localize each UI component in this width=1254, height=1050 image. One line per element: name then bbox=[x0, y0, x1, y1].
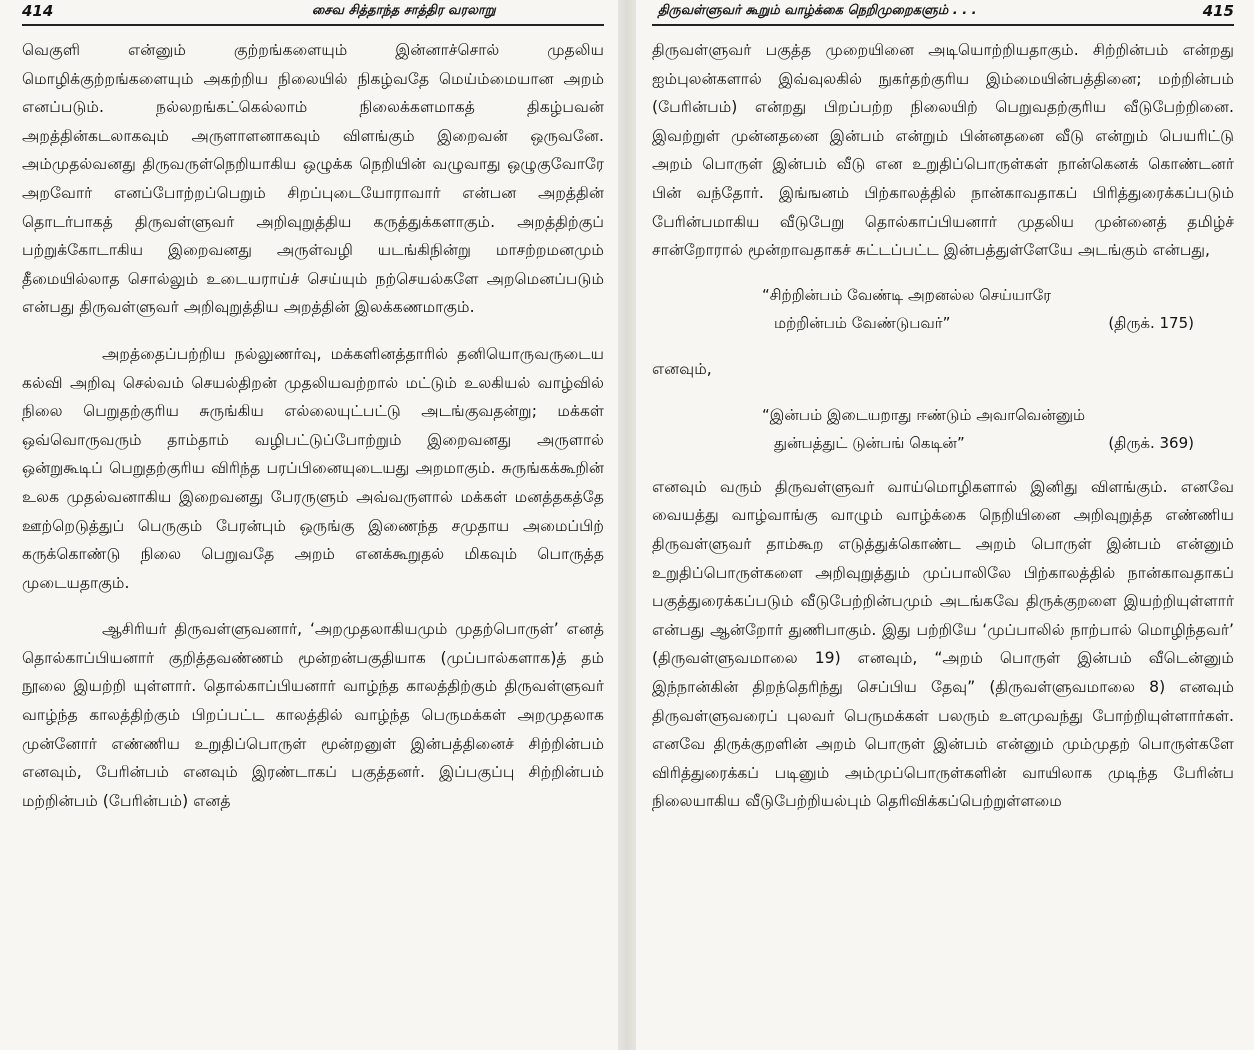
paragraph: எனவும் வரும் திருவள்ளுவர் வாய்மொழிகளால் இனிது விளங்கும். எனவே வையத்து வாழ்வாங்கு வாழும் வாழ்க்கை நெறியினை அறிவுறுத்த எண்ணிய திருவள்ளுவர் தாம்கூற எடுத்துக்கொண்ட அறம் பொருள் இன்பம் என்னும் உறுதிப்பொருள்களை அறிவுறுத்தும் முப்பாலிலே பிற்காலத்தில் நான்காவதாகப் பகுத்துரைக்கப்படும் வீடுபேற்றின்பமும் அடங்கவே திருக்குறளை இயற்றியுள்ளார் என்பது ஆன்றோர் துணிபாகும். இது பற்றியே ‘முப்பாலில் நாற்பால் மொழிந்தவர்’ (திருவள்ளுவமாலை 19) எனவும், “அறம் பொருள் இன்பம் வீடென்னும் இந்நான்கின் திறந்தெரிந்து செப்பிய தேவு” (திருவள்ளுவமாலை 8) எனவும் திருவள்ளுவரைப் புலவர் பெருமக்கள் பலரும் உளமுவந்து போற்றியுள்ளார்கள். எனவே திருக்குறளின் அறம் பொருள் இன்பம் என்னும் மும்முதற் பொருள்களே விரித்துரைக்கப் படினும் அம்முப்பொருள்களின் வாயிலாக முடிந்த பேரின்ப நிலையாகிய வீடுபேற்றியல்பும் தெரிவிக்கப்பெற்றுள்ளமை bbox=[652, 477, 1234, 811]
quote-line: “சிற்றின்பம் வேண்டி அறனல்ல செய்யாரே bbox=[762, 285, 1052, 304]
paragraph: திருவள்ளுவர் பகுத்த முறையினை அடியொற்றியதாகும். சிற்றின்பம் என்றது ஐம்புலன்களால் இவ்வுலகில் நுகர்தற்குரிய இம்மையின்பத்தினை; மற்றின்பம் (பேரின்பம்) என்றது பிறப்பற்ற நிலையிற் பெறுவதற்குரிய வீடுபேற்றினை. இவற்றுள் முன்னதனை இன்பம் என்றும் பின்னதனை வீடு என்றும் பெயரிட்டு அறம் பொருள் இன்பம் வீடு என உறுதிப்பொருள்கள் நான்கெனக் கொண்டனர் பின் வந்தோர். இங்ஙனம் பிற்காலத்தில் நான்காவதாகப் பிரித்துரைக்கப்படும் பேரின்பமாகிய வீடுபேறு தொல்காப்பியனார் முதலிய முன்னைத் தமிழ்ச் சான்றோரால் மூன்றாவதாகச் சுட்டப்பட்ட இன்பத்துள்ளேயே அடங்கும் என்பது, bbox=[652, 41, 1234, 260]
quote-source: (திருக். 369) bbox=[1108, 433, 1194, 452]
running-head-right: திருவள்ளுவர் கூறும் வாழ்க்கை நெறிமுறைகளும் . . . bbox=[658, 3, 977, 18]
page-number-left: 414 bbox=[22, 2, 54, 20]
right-page-header bbox=[652, 0, 1234, 26]
quote-line: மற்றின்பம் வேண்டுபவர்” bbox=[774, 313, 951, 332]
quote-line: “இன்பம் இடையறாது ஈண்டும் அவாவென்னும் bbox=[762, 405, 1086, 424]
connector-text: எனவும், bbox=[652, 359, 712, 378]
paragraph: ஆசிரியர் திருவள்ளுவனார், ‘அறமுதலாகியமும் முதற்பொருள்’ எனத் தொல்காப்பியனார் குறித்தவண்ணம் மூன்றன்பகுதியாக (முப்பால்களாக)த் தம் நூலை இயற்றி யுள்ளார். தொல்காப்பியனார் வாழ்ந்த காலத்திற்கும் திருவள்ளுவர் வாழ்ந்த காலத்திற்கும் பிறப்பட்ட காலத்தில் வாழ்ந்த பெருமக்கள் அறமுதலாக முன்னோர் எண்ணிய உறுதிப்பொருள் மூன்றனுள் இன்பத்தினைச் சிற்றின்பம் எனவும், பேரின்பம் எனவும் இரண்டாகப் பகுத்தனர். இப்பகுப்பு சிற்றின்பம் மற்றின்பம் (பேரின்பம்) எனத் bbox=[22, 620, 604, 810]
kural-quote bbox=[652, 401, 1234, 457]
running-head-left: சைவ சித்தாந்த சாத்திர வரலாறு bbox=[312, 3, 496, 18]
quote-source: (திருக். 175) bbox=[1108, 313, 1194, 332]
right-page bbox=[636, 0, 1254, 1050]
page-number-right: 415 bbox=[1202, 2, 1234, 20]
left-page bbox=[0, 0, 618, 1050]
book-gutter bbox=[618, 0, 636, 1050]
kural-quote bbox=[652, 281, 1234, 337]
left-page-header bbox=[22, 0, 604, 26]
paragraph: அறத்தைப்பற்றிய நல்லுணர்வு, மக்களினத்தாரில் தனியொருவருடைய கல்வி அறிவு செல்வம் செயல்திறன் முதலியவற்றால் மட்டும் உலகியல் வாழ்வில் நிலை பெறுதற்குரிய சுருங்கிய எல்லையுட்பட்டு அடங்குவதன்று; மக்கள் ஒவ்வொருவரும் தாம்தாம் வழிபட்டுப்போற்றும் இறைவனது அருளால் ஒன்றுகூடிப் பெறுதற்குரிய விரிந்த பரப்பினையுடையது அறமாகும். சுருங்கக்கூறின் உலக முதல்வனாகிய இறைவனது பேரருளும் அவ்வருளால் மக்கள் மனத்தகத்தே ஊற்றெடுத்துப் பெருகும் பேரன்பும் ஒருங்கு இணைந்த சமுதாய அமைப்பிற் கருக்கொண்டு நிலை பெறுவதே அறம் எனக்கூறுதல் மிகவும் பொருத்த முடையதாகும். bbox=[22, 344, 604, 592]
quote-line: துன்பத்துட் டுன்பங் கெடின்” bbox=[774, 433, 965, 452]
paragraph: வெகுளி என்னும் குற்றங்களையும் இன்னாச்சொல் முதலிய மொழிக்குற்றங்களையும் அகற்றிய நிலையில் நிகழ்வதே மெய்ம்மையான அறம் எனப்படும். நல்லறங்கட்கெல்லாம் நிலைக்களமாகத் திகழ்பவன் அறத்தின்கடலாகவும் அருளாளனாகவும் விளங்கும் இறைவன் ஒருவனே. அம்முதல்வனது திருவருள்நெறியாகிய ஒழுக்க நெறியின் வழுவாது ஒழுகுவோரே அறவோர் எனப்போற்றப்பெறும் சிறப்புடையோராவார் என்பன அறத்தின் தொடர்பாகத் திருவள்ளுவர் அறிவுறுத்திய கருத்துக்களாகும். அறத்திற்குப் பற்றுக்கோடாகிய இறைவனது அருள்வழி யடங்கிநின்று மாசற்றமனமும் தீமையில்லாத சொல்லும் உடையராய்ச் செய்யும் நற்செயல்களே அறமெனப்படும் என்பது திருவள்ளுவர் அறிவுறுத்திய அறத்தின் இலக்கணமாகும். bbox=[22, 41, 604, 317]
